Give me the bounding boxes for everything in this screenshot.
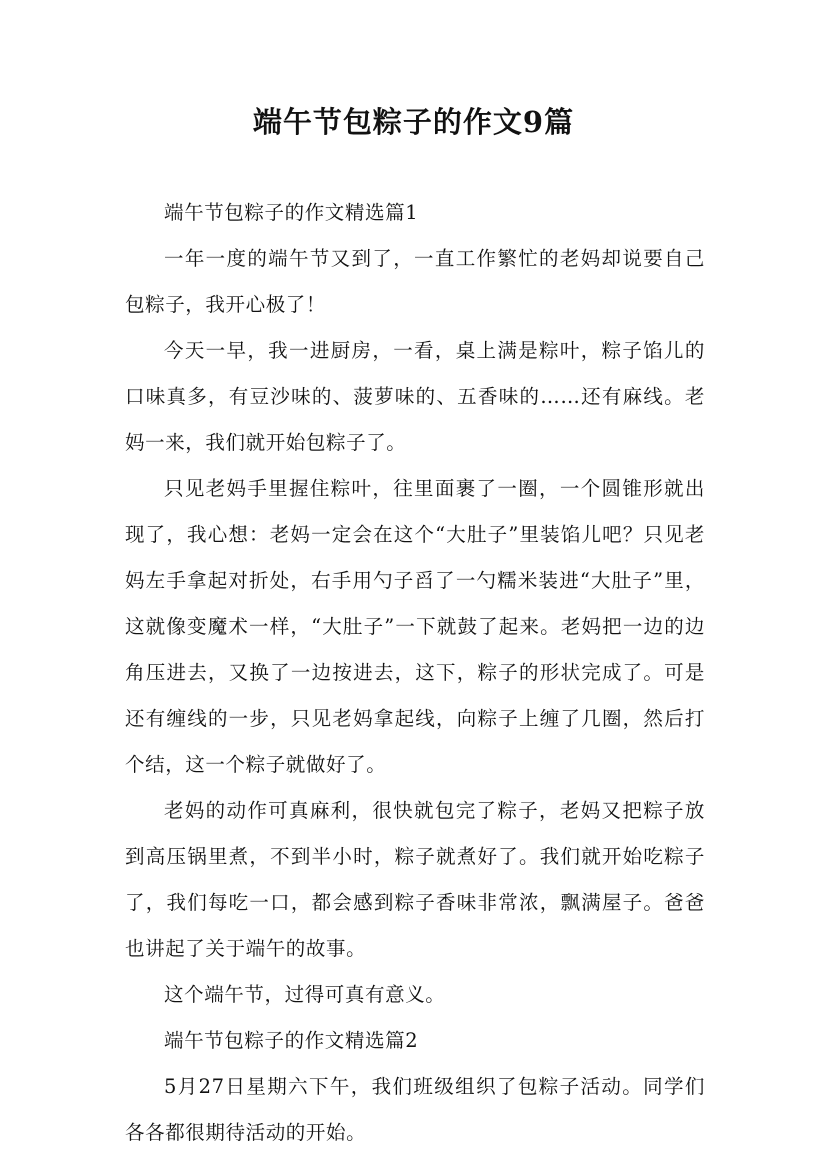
section-heading: 端午节包粽子的作文精选篇1 [164, 201, 419, 224]
section-heading: 端午节包粽子的作文精选篇2 [164, 1029, 419, 1052]
paragraph: 5月27日星期六下午，我们班级组织了包粽子活动。同学们各各都很期待活动的开始。 [125, 1075, 705, 1144]
document-title: 端午节包粽子的作文9篇 [252, 105, 575, 139]
paragraph: 这个端午节，过得可真有意义。 [164, 983, 446, 1006]
document-body [125, 190, 705, 1156]
paragraph: 老妈的动作可真麻利，很快就包完了粽子，老妈又把粽子放到高压锅里煮，不到半小时，粽子就煮好了。我们就开始吃粽子了，我们每吃一口，都会感到粽子香味非常浓，飘满屋子。爸爸也讲起了关于端午的故事。 [125, 799, 705, 960]
paragraph: 只见老妈手里握住粽叶，往里面裹了一圈，一个圆锥形就出现了，我心想：老妈一定会在这个“大肚子”里装馅儿吧？只见老妈左手拿起对折处，右手用勺子舀了一勺糯米装进“大肚子”里，这就像变魔术一样，“大肚子”一下就鼓了起来。老妈把一边的边角压进去，又换了一边按进去，这下，粽子的形状完成了。可是还有缠线的一步，只见老妈拿起线，向粽子上缠了几圈，然后打个结，这一个粽子就做好了。 [125, 477, 705, 776]
paragraph: 今天一早，我一进厨房，一看，桌上满是粽叶，粽子馅儿的口味真多，有豆沙味的、菠萝味的、五香味的……还有麻线。老妈一来，我们就开始包粽子了。 [125, 339, 705, 454]
paragraph: 一年一度的端午节又到了，一直工作繁忙的老妈却说要自己包粽子，我开心极了！ [125, 247, 705, 316]
